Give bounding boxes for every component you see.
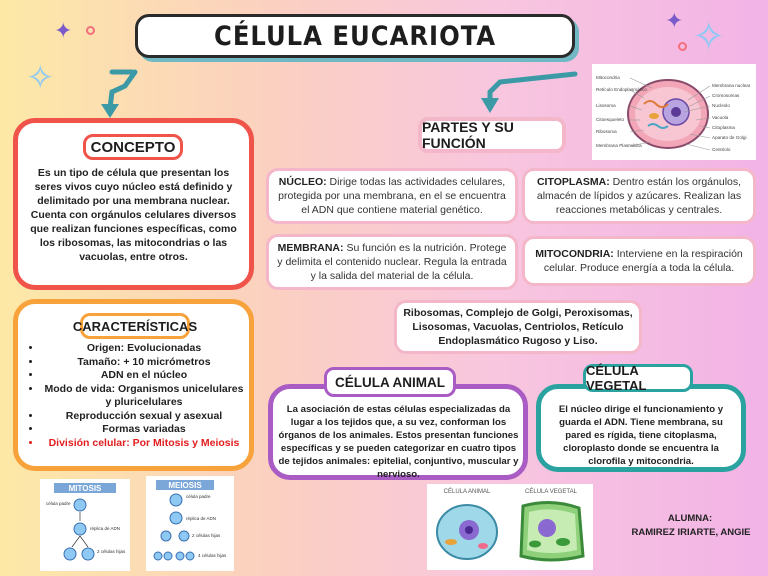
nucleo-box [266, 168, 518, 224]
list-item: • Origen: Evolucionadas [42, 342, 246, 356]
mitosis-label: réplica de ADN [90, 526, 121, 531]
alumna-label: ALUMNA: [667, 513, 713, 524]
diagram-label: Aparato de Golgi [712, 135, 747, 140]
concepto-text: Es un tipo de célula que presentan los seres vivos cuyo núcleo está definido y delimitado por una membrana nuclear. Cuenta con orgánulos celulares diversos que realizan funciones específicas, como los ribosomas, las mitocondrias o las vacuolas, entre otros. [30, 167, 237, 263]
mitosis-diagram [40, 479, 130, 571]
mitosis-label: célula padre [46, 501, 71, 506]
sparkle-icon: ✦ [54, 18, 73, 43]
vegetal-heading: CÉLULA VEGETAL [583, 364, 693, 392]
mitocondria-box [522, 236, 756, 286]
list-item: • Modo de vida: Organismos unicelulares y pluricelulares [42, 383, 246, 410]
diagram-label: Ribosoma [596, 129, 617, 134]
animal-heading: CÉLULA ANIMAL [324, 367, 456, 397]
list-item: • ADN en el núcleo [42, 369, 246, 383]
membrana-box [266, 234, 518, 290]
meiosis-label: réplica de ADN [186, 516, 217, 521]
concepto-heading: CONCEPTO [83, 134, 183, 160]
membrana-text: Su función es la nutrición. Protege y delimita el contenido nuclear. Regula la entrada y la salida del material de la célula. [277, 242, 507, 282]
meiosis-label: 4 células hijas [198, 553, 227, 558]
diagram-label: Membrana nuclear [712, 83, 751, 88]
diagram-label: Vacuola [712, 115, 729, 120]
membrana-label: MEMBRANA: [277, 242, 344, 254]
animal-text: La asociación de estas células especializadas da lugar a los tejidos que, a su vez, conforman los órganos de los animales. Estos presentan funciones específicas y se pueden categorizar en cuatro tipos de tejidos animales: epitelial, conjuntivo, muscular y nervioso. [278, 404, 519, 480]
diagram-label: Lisosoma [596, 103, 616, 108]
sparkle-icon: ✧ [26, 59, 55, 97]
citoplasma-text: Dentro están los orgánulos, almacén de lípidos y azúcares. Realizan las reacciones metabólicas y centrales. [536, 176, 742, 216]
vegetal-text: El núcleo dirige el funcionamiento y guarda el ADN. Tiene membrana, su pared es rígida, tiene citoplasma, cloroplasto donde se encuentra la clorofila y mitocondria. [558, 404, 724, 467]
meiosis-label: 2 células hijas [192, 533, 221, 538]
diagram-label: Mitocondria [596, 75, 620, 80]
diagram-label: Citoesqueleto [596, 117, 625, 122]
mitosis-label: 2 células hijas [97, 549, 126, 554]
meiosis-label: célula padre [186, 494, 211, 499]
cell-compare-image [427, 484, 593, 570]
citoplasma-label: CITOPLASMA: [536, 176, 610, 188]
plant-cell-label: CÉLULA VEGETAL [525, 489, 577, 495]
nucleo-text: Dirige todas las actividades celulares, protegida por una membrana, en el se encuentra el ADN que contiene material genético. [278, 176, 506, 216]
diagram-label: Cromosomas [712, 93, 740, 98]
diagram-label: Centriolo [712, 147, 731, 152]
meiosis-diagram [146, 476, 234, 571]
diagram-label: Citoplasma [712, 125, 735, 130]
meiosis-illustration [146, 476, 234, 571]
mitosis-title: MITOSIS [68, 484, 102, 493]
list-item: • División celular: Por Mitosis y Meiosis [42, 437, 246, 451]
cell-compare-illustration [427, 484, 593, 570]
mitocondria-text: Interviene en la respiración celular. Produce energía a toda la célula. [543, 248, 743, 274]
page-title: CÉLULA EUCARIOTA [135, 14, 575, 58]
animal-cell-label: CÉLULA ANIMAL [443, 489, 491, 495]
cell-diagram-illustration [592, 64, 756, 160]
nucleo-label: NÚCLEO: [278, 176, 327, 188]
list-item: • Tamaño: + 10 micrómetros [42, 356, 246, 370]
diagram-label: Retículo Endoplasmático [596, 87, 647, 92]
organulos-box: Ribosomas, Complejo de Golgi, Peroxisomas, Lisosomas, Vacuolas, Centriolos, Retículo Endoplasmático Rugoso y Liso. [394, 300, 642, 354]
partes-heading: PARTES Y SU FUNCIÓN [418, 117, 566, 153]
sparkle-icon: ✦ [665, 8, 684, 33]
sparkle-icon: ✧ [692, 15, 726, 59]
citoplasma-box [522, 168, 756, 224]
cell-diagram [592, 64, 756, 160]
mitocondria-label: MITOCONDRIA: [535, 248, 614, 260]
mitosis-illustration [40, 479, 130, 571]
diagram-label: Membrana Plasmática [596, 143, 642, 148]
caracteristicas-list [24, 342, 246, 450]
caracteristicas-heading: CARACTERÍSTICAS [80, 313, 190, 339]
alumna-name: RAMIREZ IRIARTE, ANGIE [631, 527, 751, 538]
meiosis-title: MEIOSIS [168, 481, 202, 490]
list-item: • Reproducción sexual y asexual [42, 410, 246, 424]
list-item: • Formas variadas [42, 423, 246, 437]
diagram-label: Nucleolo [712, 103, 730, 108]
